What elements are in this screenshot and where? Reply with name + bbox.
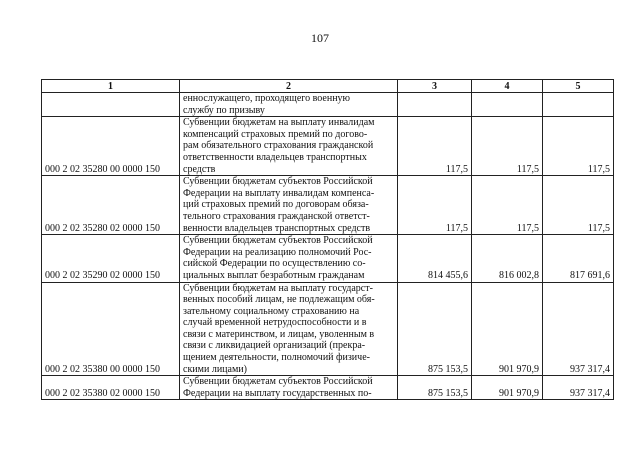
description-line: средств xyxy=(183,163,216,175)
amount-cell-col-4: 901 970,9 xyxy=(472,282,543,376)
description-line: Субвенции бюджетам субъектов Российской xyxy=(183,376,373,388)
description-line: Федерации на реализацию полномочий Рос- xyxy=(183,246,372,258)
table-row xyxy=(42,376,614,400)
table-row xyxy=(42,93,614,117)
amount-cell-col-5: 937 317,4 xyxy=(543,282,614,376)
description-line: Субвенции бюджетам на выплату инвалидам xyxy=(183,117,375,129)
amount-cell-col-4 xyxy=(472,93,543,117)
description-line: ответственности владельцев транспортных xyxy=(183,151,367,163)
budget-code-cell: 000 2 02 35380 02 0000 150 xyxy=(42,376,180,400)
amount-cell-col-4: 117,5 xyxy=(472,176,543,235)
column-header-3: 3 xyxy=(398,80,472,93)
budget-table xyxy=(41,79,614,400)
amount-cell-col-3: 117,5 xyxy=(398,117,472,176)
description-line: случай временной нетрудоспособности и в xyxy=(183,317,367,329)
description-cell xyxy=(180,282,398,376)
description-cell xyxy=(180,376,398,400)
amount-cell-col-3: 875 153,5 xyxy=(398,376,472,400)
description-line: Субвенции бюджетам на выплату государст- xyxy=(183,282,373,294)
budget-code-cell: 000 2 02 35280 00 0000 150 xyxy=(42,117,180,176)
description-cell xyxy=(180,117,398,176)
amount-cell-col-4: 901 970,9 xyxy=(472,376,543,400)
amount-cell-col-5 xyxy=(543,93,614,117)
amount-cell-col-5: 937 317,4 xyxy=(543,376,614,400)
description-cell xyxy=(180,235,398,282)
column-header-4: 4 xyxy=(472,80,543,93)
description-line: связи с ликвидацией организаций (прекра- xyxy=(183,340,366,352)
description-line: скими лицами) xyxy=(183,363,247,375)
amount-cell-col-4: 816 002,8 xyxy=(472,235,543,282)
column-header-5: 5 xyxy=(543,80,614,93)
description-line: ций страховых премий по договорам обяза- xyxy=(183,199,369,211)
page-number: 107 xyxy=(311,31,329,45)
amount-cell-col-5: 117,5 xyxy=(543,117,614,176)
amount-cell-col-3: 875 153,5 xyxy=(398,282,472,376)
amount-cell-col-5: 117,5 xyxy=(543,176,614,235)
description-line: щением деятельности, полномочий физиче- xyxy=(183,352,370,364)
table-row xyxy=(42,117,614,176)
description-line: Федерации на выплату государственных по- xyxy=(183,387,372,399)
amount-cell-col-3: 117,5 xyxy=(398,176,472,235)
description-line: связи с материнством, и лицам, уволенным в xyxy=(183,328,375,340)
budget-code-cell: 000 2 02 35280 02 0000 150 xyxy=(42,176,180,235)
table-row xyxy=(42,235,614,282)
amount-cell-col-3 xyxy=(398,93,472,117)
description-cell xyxy=(180,176,398,235)
description-line: Федерации на выплату инвалидам компенса- xyxy=(183,187,375,199)
budget-code-cell: 000 2 02 35380 00 0000 150 xyxy=(42,282,180,376)
description-line: еннослужащего, проходящего военную xyxy=(183,93,351,104)
description-line: сийской Федерации по осуществлению со- xyxy=(183,258,366,270)
description-line: рам обязательного страхования гражданской xyxy=(183,140,374,152)
amount-cell-col-5: 817 691,6 xyxy=(543,235,614,282)
budget-code-cell xyxy=(42,93,180,117)
description-line: тельного страхования гражданской ответст- xyxy=(183,210,370,222)
table-header-row xyxy=(42,80,614,93)
description-cell xyxy=(180,93,398,117)
column-header-1: 1 xyxy=(42,80,180,93)
description-line: компенсаций страховых премий по догово- xyxy=(183,128,368,140)
description-line: венных пособий лицам, не подлежащим обя- xyxy=(183,294,375,306)
description-line: службу по призыву xyxy=(183,104,265,116)
amount-cell-col-4: 117,5 xyxy=(472,117,543,176)
column-header-2: 2 xyxy=(180,80,398,93)
budget-code-cell: 000 2 02 35290 02 0000 150 xyxy=(42,235,180,282)
amount-cell-col-3: 814 455,6 xyxy=(398,235,472,282)
description-line: зательному социальному страхованию на xyxy=(183,305,360,317)
table-body xyxy=(42,93,614,400)
table-row xyxy=(42,176,614,235)
table-row xyxy=(42,282,614,376)
description-line: Субвенции бюджетам субъектов Российской xyxy=(183,235,373,247)
description-line: циальных выплат безработным гражданам xyxy=(183,269,365,281)
description-line: Субвенции бюджетам субъектов Российской xyxy=(183,176,373,188)
description-line: венности владельцев транспортных средств xyxy=(183,222,371,234)
